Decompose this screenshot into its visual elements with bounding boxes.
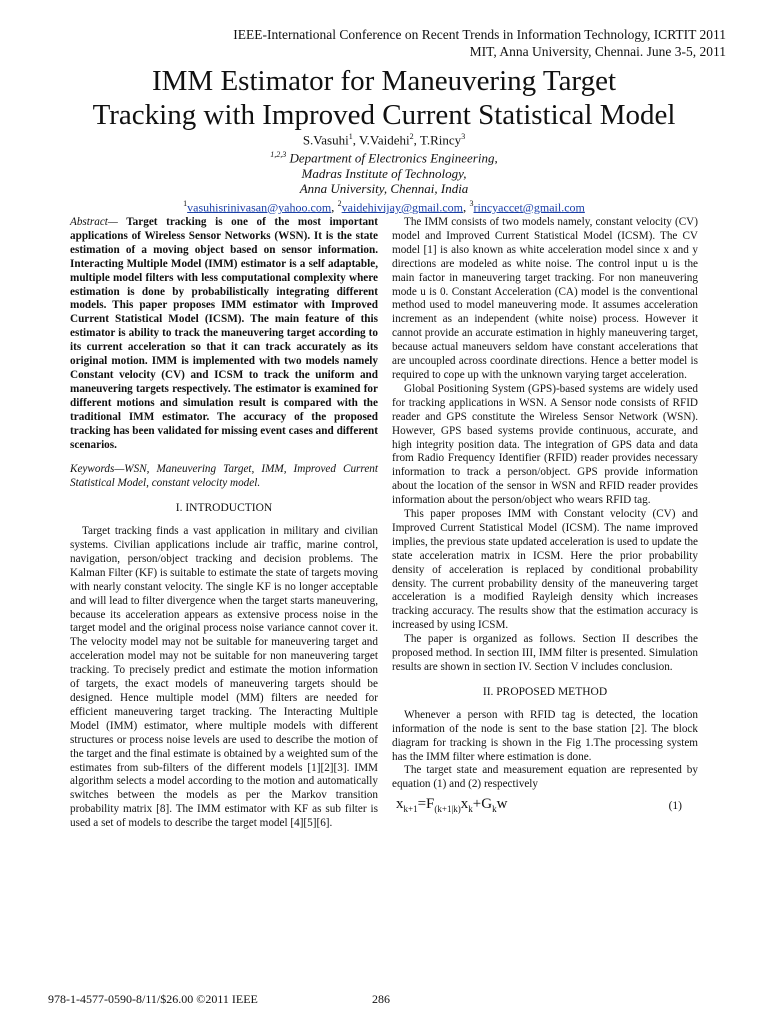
section-heading-proposed-method: II. PROPOSED METHOD: [482, 685, 608, 698]
conference-header: [233, 26, 726, 60]
keywords: Keywords—WSN, Maneuvering Target, IMM, Improved Current Statistical Model, constant velocity model.: [70, 463, 378, 490]
author-1: S.Vasuhi: [302, 132, 349, 148]
affiliation-university: Anna University, Chennai, India: [299, 180, 469, 196]
paragraph-proposal: This paper proposes IMM with Constant velocity (CV) and Improved Current Statistical Model (ICSM). The name improved implies, the previous state updated acceleration is used to update the state acceleration matrix in ICSM. Here the prior probability density of acceleration is replaced by conditional probability density. The current probability density of the maneuvering target acceleration is a modified Rayleigh density which increases tracking accuracy. The results show that the estimation accuracy is increased by using ICSM.: [392, 508, 699, 632]
abstract-text: Target tracking is one of the most important applications of Wireless Sensor Networks (WSN). It is the state estimation of a moving object based on sensor information. Interacting Multiple Model (IMM) estimator is a self adaptable, multiple model filters with less computational complexity where estimation is done by probabilistically integrating different models. This paper proposes IMM estimator with Improved Current Statistical Model (ICSM). The main feature of this estimator is ability to track the maneuvering target according to its current acceleration so that it can track accurately as its original motion. IMM is implemented with two models namely Constant velocity (CV) and ICSM to track the uniform and maneuvering targets respectively. The estimator is examined for different motions and simulation result is compared with the traditional IMM estimator. The accuracy of the proposed tracking has been validated for missing event cases and different scenarios.: [70, 216, 378, 451]
state-equation: $x_{k+1}=F_{(k+1|k)}x_k+G_kw$: [396, 796, 508, 815]
email-link-2[interactable]: vaidehivijay@gmail.com: [341, 199, 464, 214]
title-line-1: IMM Estimator for Maneuvering Target: [151, 65, 616, 97]
paragraph-gps: Global Positioning System (GPS)-based systems are widely used for tracking applications in WSN. A Sensor node consists of RFID reader and GPS constitute the Wireless Sensor Network (WSN). However, GPS based systems provide continuous, accurate, and high integrity position data. The integration of GPS data and data from Radio Frequency Identifier (RFID) reader provides necessary information to track a person/object. GPS provide information about the location of the sensor in WSN and RFID reader provides information about the person/object who wears RFID tag.: [392, 382, 698, 507]
paragraph-rfid: Whenever a person with RFID tag is detected, the location information of the node is sent to the base station [2]. The block diagram for tracking is shown in the Fig 1.The processing system has the IMM filter where estimation is done.: [392, 708, 698, 763]
introduction-paragraph: Target tracking finds a vast application in military and civilian systems. Civilian applications include air traffic, marine control, navigation, person/object tracking and decision problems. The Kalman Filter (KF) is suitable to estimate the state of targets moving with nearly constant velocity. The single KF is no longer acceptable and will lead to filter divergence when the target starts maneuvering, because its acceleration appears as extensive process noise in the target model and the original process noise variance cannot cover it. The velocity model may not be suitable for maneuvering target and acceleration model may not be suitable for non maneuvering target tracking. To precisely predict and estimate the motion information of targets, the exact models of maneuvering targets should be designed. Hence multiple model (MM) filters are needed for efficient maneuvering target tracking. The Interacting Multiple Model (IMM) estimator, where multiple models with different structures or process noise levels are used to describe the motion of the target and the final estimate is obtained by a weighted sum of the estimates from sub-filters of the different models [1][2][3]. IMM algorithm selects a model according to the motion and automatically switches between the models as per the Markov transition probability matrix [8]. The IMM estimator with KF as sub filter is used a set of models to describe the target model [4][5][6].: [70, 525, 378, 830]
page-number: 286: [372, 992, 390, 1006]
author-2: V.Vaidehi: [358, 132, 410, 148]
author-block: [0, 129, 768, 215]
abstract-label: Abstract—: [70, 216, 118, 228]
affiliation-department: $^{1,2,3}$ Department of Electronics Engineering,: [270, 150, 498, 166]
left-column: [70, 216, 378, 831]
paragraph-imm-models: The IMM consists of two models namely, constant velocity (CV) model and Improved Current Statistical Model (ICSM). The CV model [1] is also known as white acceleration model since x and y directions are modeled as white noise. The control input u is the main factor in maneuvering target tracking. For non maneuvering mode u is 0. Constant Acceleration (CA) model is the conventional method used to model maneuvering mode. It assumes acceleration increment as an independent (white noise) process. However it cannot provide an accurate estimation in highly maneuvering target, because actual maneuvers seldom have constant accelerations that are uncoupled across coordinate directions. Hence a better model is required to cope up with the unknown varying target acceleration.: [392, 216, 698, 381]
equation-1: [392, 798, 698, 818]
author-names: S.Vasuhi$^1$, V.Vaidehi$^2$, T.Rincy$^3$: [302, 132, 466, 148]
conference-line-1: IEEE-International Conference on Recent Trends in Information Technology, ICRTIT 2011: [233, 27, 726, 42]
paragraph-organization: The paper is organized as follows. Section II describes the proposed method. In section III, IMM filter is presented. Simulation results are shown in section IV. Section V includes conclusion.: [392, 633, 698, 673]
author-emails: $^1$vasuhisrinivasan@yahoo.com, $^2$vaidehivijay@gmail.com, $^3$rincyaccet@gmail.com: [183, 198, 585, 214]
equation-number: (1): [668, 800, 682, 813]
footer-isbn: 978-1-4577-0590-8/11/$26.00 ©2011 IEEE: [48, 992, 258, 1006]
email-link-1[interactable]: vasuhisrinivasan@yahoo.com: [187, 199, 332, 214]
email-link-3[interactable]: rincyaccet@gmail.com: [473, 199, 585, 214]
abstract: [70, 216, 378, 452]
conference-line-2: MIT, Anna University, Chennai. June 3-5, 2011: [469, 44, 726, 59]
right-column: [392, 216, 698, 818]
author-3: T.Rincy: [419, 132, 462, 148]
paper-title: [0, 64, 768, 132]
affiliation-institute: Madras Institute of Technology,: [301, 165, 467, 181]
title-line-2: Tracking with Improved Current Statistical Model: [92, 99, 676, 131]
section-heading-introduction: I. INTRODUCTION: [175, 502, 273, 515]
paragraph-state-equation: The target state and measurement equation are represented by equation (1) and (2) respectively: [392, 764, 698, 791]
